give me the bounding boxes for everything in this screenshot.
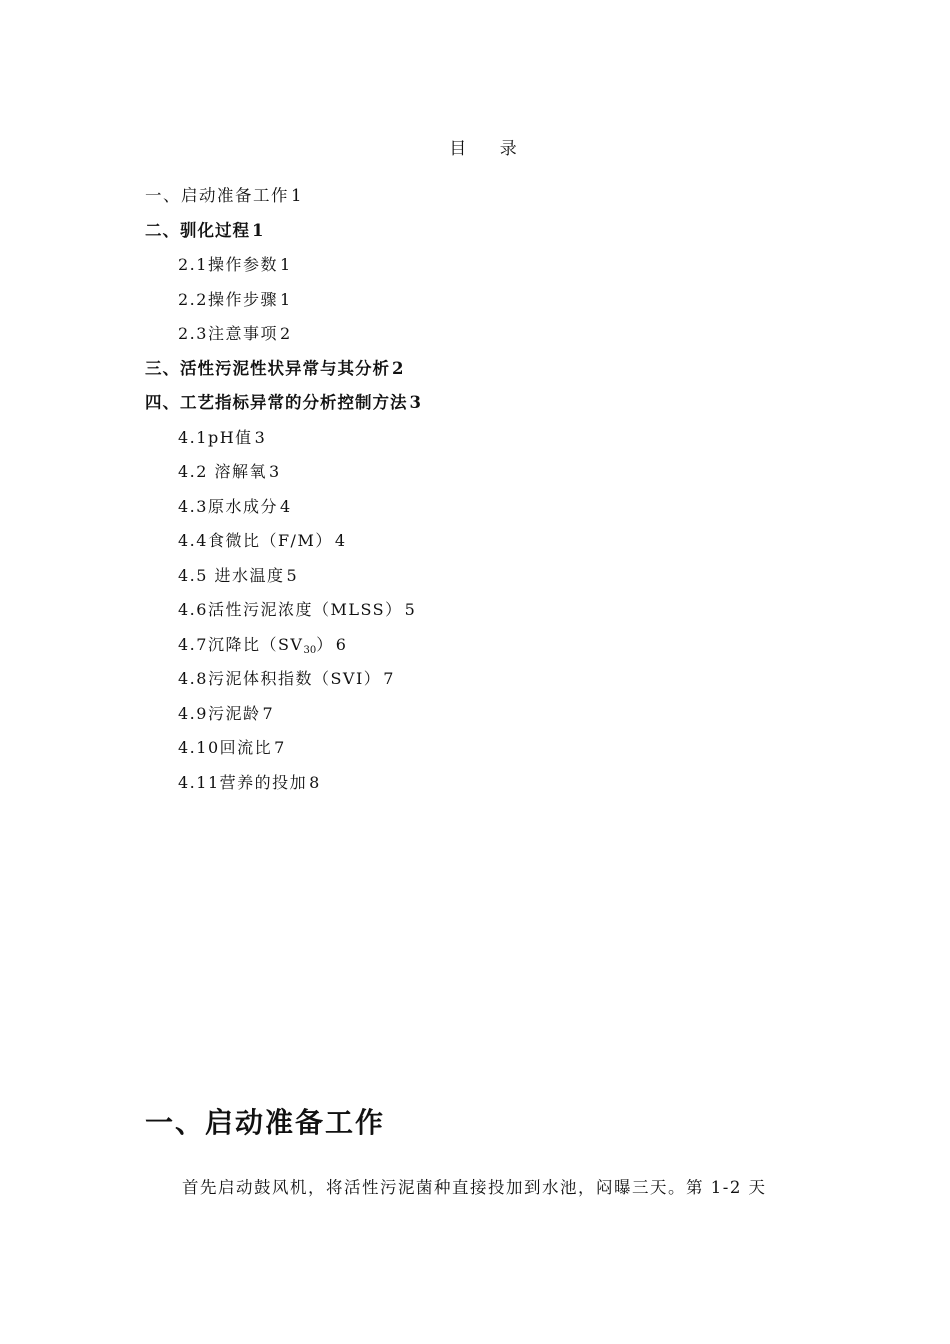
toc-item-startup-prep[interactable] (145, 183, 845, 218)
toc-item-label: 4.4食微比（F/M） (178, 531, 333, 550)
toc-item-page: 7 (262, 703, 275, 723)
toc-item-label: 4.10回流比 (178, 738, 273, 757)
toc-item-process-indicators[interactable] (145, 390, 845, 425)
toc-item-label: 2.3注意事项 (178, 324, 278, 343)
toc-item-4-8[interactable] (145, 666, 845, 701)
toc-item-label: 4.8污泥体积指数（SVI） (178, 669, 382, 688)
toc-item-page: 2 (279, 324, 292, 343)
toc-item-2-1[interactable] (145, 252, 845, 287)
toc-item-label: 4.11营养的投加 (178, 772, 308, 792)
toc-item-page: 5 (286, 565, 299, 585)
toc-item-page: 2 (392, 358, 405, 378)
toc-item-label: 4.2 溶解氧 (178, 462, 268, 481)
toc-item-page: 1 (279, 255, 292, 274)
toc-item-label: 二、驯化过程 (145, 220, 250, 240)
toc-item-4-1[interactable] (145, 425, 845, 460)
toc-item-page: 7 (383, 669, 395, 688)
table-of-contents (145, 183, 845, 804)
toc-item-page: 7 (274, 738, 286, 757)
toc-item-label: 2.1操作参数 (178, 255, 278, 274)
toc-item-2-3[interactable] (145, 321, 845, 356)
toc-item-4-9[interactable] (145, 701, 845, 736)
toc-item-page: 5 (404, 600, 417, 619)
toc-item-page: 1 (279, 289, 292, 309)
toc-item-page: 3 (254, 427, 267, 447)
toc-item-page: 4 (279, 496, 292, 516)
toc-item-page: 1 (291, 186, 303, 205)
toc-item-4-4[interactable] (145, 528, 845, 563)
toc-item-page: 3 (409, 393, 422, 412)
toc-item-label: 一、启动准备工作 (145, 186, 289, 205)
toc-item-label: 四、工艺指标异常的分析控制方法 (145, 393, 408, 412)
section-heading: 一、启动准备工作 (145, 1106, 386, 1139)
toc-item-page: 1 (252, 220, 265, 240)
toc-item-2-2[interactable] (145, 287, 845, 322)
toc-item-label: 4.1pH值 (178, 427, 253, 447)
toc-item-page: 8 (309, 772, 321, 792)
toc-item-label-tail: ） (316, 634, 334, 654)
section-paragraph: 首先启动鼓风机，将活性污泥菌种直接投加到水池，闷曝三天。第 1-2 天 (182, 1178, 767, 1197)
toc-item-label-subscript: 30 (303, 644, 317, 656)
toc-item-page: 6 (335, 634, 348, 654)
toc-item-sludge-abnormal[interactable] (145, 356, 845, 391)
toc-item-4-7[interactable] (145, 632, 845, 667)
toc-item-label: 4.9污泥龄 (178, 703, 261, 723)
toc-item-4-3[interactable] (145, 494, 845, 529)
toc-item-label: 4.6活性污泥浓度（MLSS） (178, 600, 403, 619)
toc-item-page: 4 (334, 531, 347, 550)
toc-item-4-6[interactable] (145, 597, 845, 632)
toc-item-label: 4.5 进水温度 (178, 565, 285, 585)
toc-item-label: 4.3原水成分 (178, 496, 278, 516)
toc-item-4-11[interactable] (145, 770, 845, 805)
toc-item-label: 三、活性污泥性状异常与其分析 (145, 358, 390, 378)
toc-title: 目 录 (449, 139, 531, 159)
toc-item-label: 4.7沉降比（SV (178, 634, 304, 654)
toc-item-4-2[interactable] (145, 459, 845, 494)
toc-item-page: 3 (269, 462, 281, 481)
toc-item-4-10[interactable] (145, 735, 845, 770)
toc-item-4-5[interactable] (145, 563, 845, 598)
toc-item-label: 2.2操作步骤 (178, 289, 278, 309)
toc-item-acclimation[interactable] (145, 218, 845, 253)
